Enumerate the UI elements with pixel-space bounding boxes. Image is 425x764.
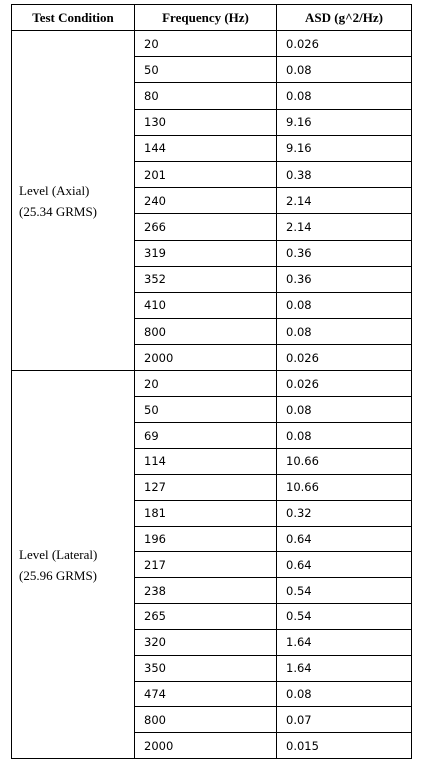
asd-cell: 2.14 bbox=[277, 188, 412, 214]
table-body bbox=[12, 31, 412, 759]
asd-cell: 0.64 bbox=[277, 552, 412, 578]
frequency-cell: 217 bbox=[135, 552, 277, 578]
frequency-cell: 410 bbox=[135, 292, 277, 318]
test-condition-level: Level (Lateral) bbox=[19, 546, 98, 562]
asd-cell: 0.36 bbox=[277, 240, 412, 266]
frequency-cell: 2000 bbox=[135, 733, 277, 759]
asd-cell: 0.07 bbox=[277, 707, 412, 733]
frequency-cell: 350 bbox=[135, 655, 277, 681]
asd-cell: 0.38 bbox=[277, 161, 412, 187]
asd-cell: 0.64 bbox=[277, 526, 412, 552]
asd-cell: 0.54 bbox=[277, 578, 412, 604]
asd-cell: 0.54 bbox=[277, 604, 412, 630]
asd-cell: 0.08 bbox=[277, 423, 412, 449]
vibration-profile-table bbox=[11, 4, 412, 759]
test-condition-level: Level (Axial) bbox=[19, 182, 90, 198]
header-frequency: Frequency (Hz) bbox=[135, 5, 277, 31]
frequency-cell: 69 bbox=[135, 423, 277, 449]
frequency-cell: 352 bbox=[135, 266, 277, 292]
frequency-cell: 265 bbox=[135, 604, 277, 630]
asd-cell: 0.026 bbox=[277, 345, 412, 371]
frequency-cell: 320 bbox=[135, 629, 277, 655]
asd-cell: 0.08 bbox=[277, 319, 412, 345]
test-condition-cell bbox=[12, 31, 135, 371]
frequency-cell: 50 bbox=[135, 397, 277, 423]
frequency-cell: 20 bbox=[135, 371, 277, 397]
table-row bbox=[12, 371, 412, 397]
asd-cell: 10.66 bbox=[277, 448, 412, 474]
asd-cell: 0.08 bbox=[277, 292, 412, 318]
table-row bbox=[12, 31, 412, 57]
test-condition-grms: (25.34 GRMS) bbox=[19, 203, 98, 219]
frequency-cell: 800 bbox=[135, 707, 277, 733]
test-condition-grms: (25.96 GRMS) bbox=[19, 567, 98, 583]
frequency-cell: 238 bbox=[135, 578, 277, 604]
asd-cell: 0.08 bbox=[277, 397, 412, 423]
test-condition-cell bbox=[12, 371, 135, 759]
frequency-cell: 80 bbox=[135, 83, 277, 109]
frequency-cell: 319 bbox=[135, 240, 277, 266]
frequency-cell: 2000 bbox=[135, 345, 277, 371]
asd-cell: 9.16 bbox=[277, 135, 412, 161]
frequency-cell: 50 bbox=[135, 57, 277, 83]
frequency-cell: 127 bbox=[135, 474, 277, 500]
header-test-condition: Test Condition bbox=[12, 5, 135, 31]
frequency-cell: 181 bbox=[135, 500, 277, 526]
frequency-cell: 196 bbox=[135, 526, 277, 552]
frequency-cell: 20 bbox=[135, 31, 277, 57]
frequency-cell: 144 bbox=[135, 135, 277, 161]
frequency-cell: 201 bbox=[135, 161, 277, 187]
asd-cell: 0.026 bbox=[277, 31, 412, 57]
asd-cell: 9.16 bbox=[277, 109, 412, 135]
frequency-cell: 114 bbox=[135, 448, 277, 474]
asd-cell: 1.64 bbox=[277, 655, 412, 681]
asd-cell: 0.08 bbox=[277, 83, 412, 109]
asd-cell: 0.32 bbox=[277, 500, 412, 526]
asd-cell: 0.026 bbox=[277, 371, 412, 397]
asd-cell: 0.015 bbox=[277, 733, 412, 759]
asd-cell: 0.08 bbox=[277, 57, 412, 83]
asd-cell: 2.14 bbox=[277, 214, 412, 240]
frequency-cell: 266 bbox=[135, 214, 277, 240]
header-asd: ASD (g^2/Hz) bbox=[277, 5, 412, 31]
frequency-cell: 800 bbox=[135, 319, 277, 345]
asd-cell: 0.08 bbox=[277, 681, 412, 707]
header-row bbox=[12, 5, 412, 31]
asd-cell: 10.66 bbox=[277, 474, 412, 500]
frequency-cell: 474 bbox=[135, 681, 277, 707]
frequency-cell: 130 bbox=[135, 109, 277, 135]
asd-cell: 0.36 bbox=[277, 266, 412, 292]
asd-cell: 1.64 bbox=[277, 629, 412, 655]
frequency-cell: 240 bbox=[135, 188, 277, 214]
